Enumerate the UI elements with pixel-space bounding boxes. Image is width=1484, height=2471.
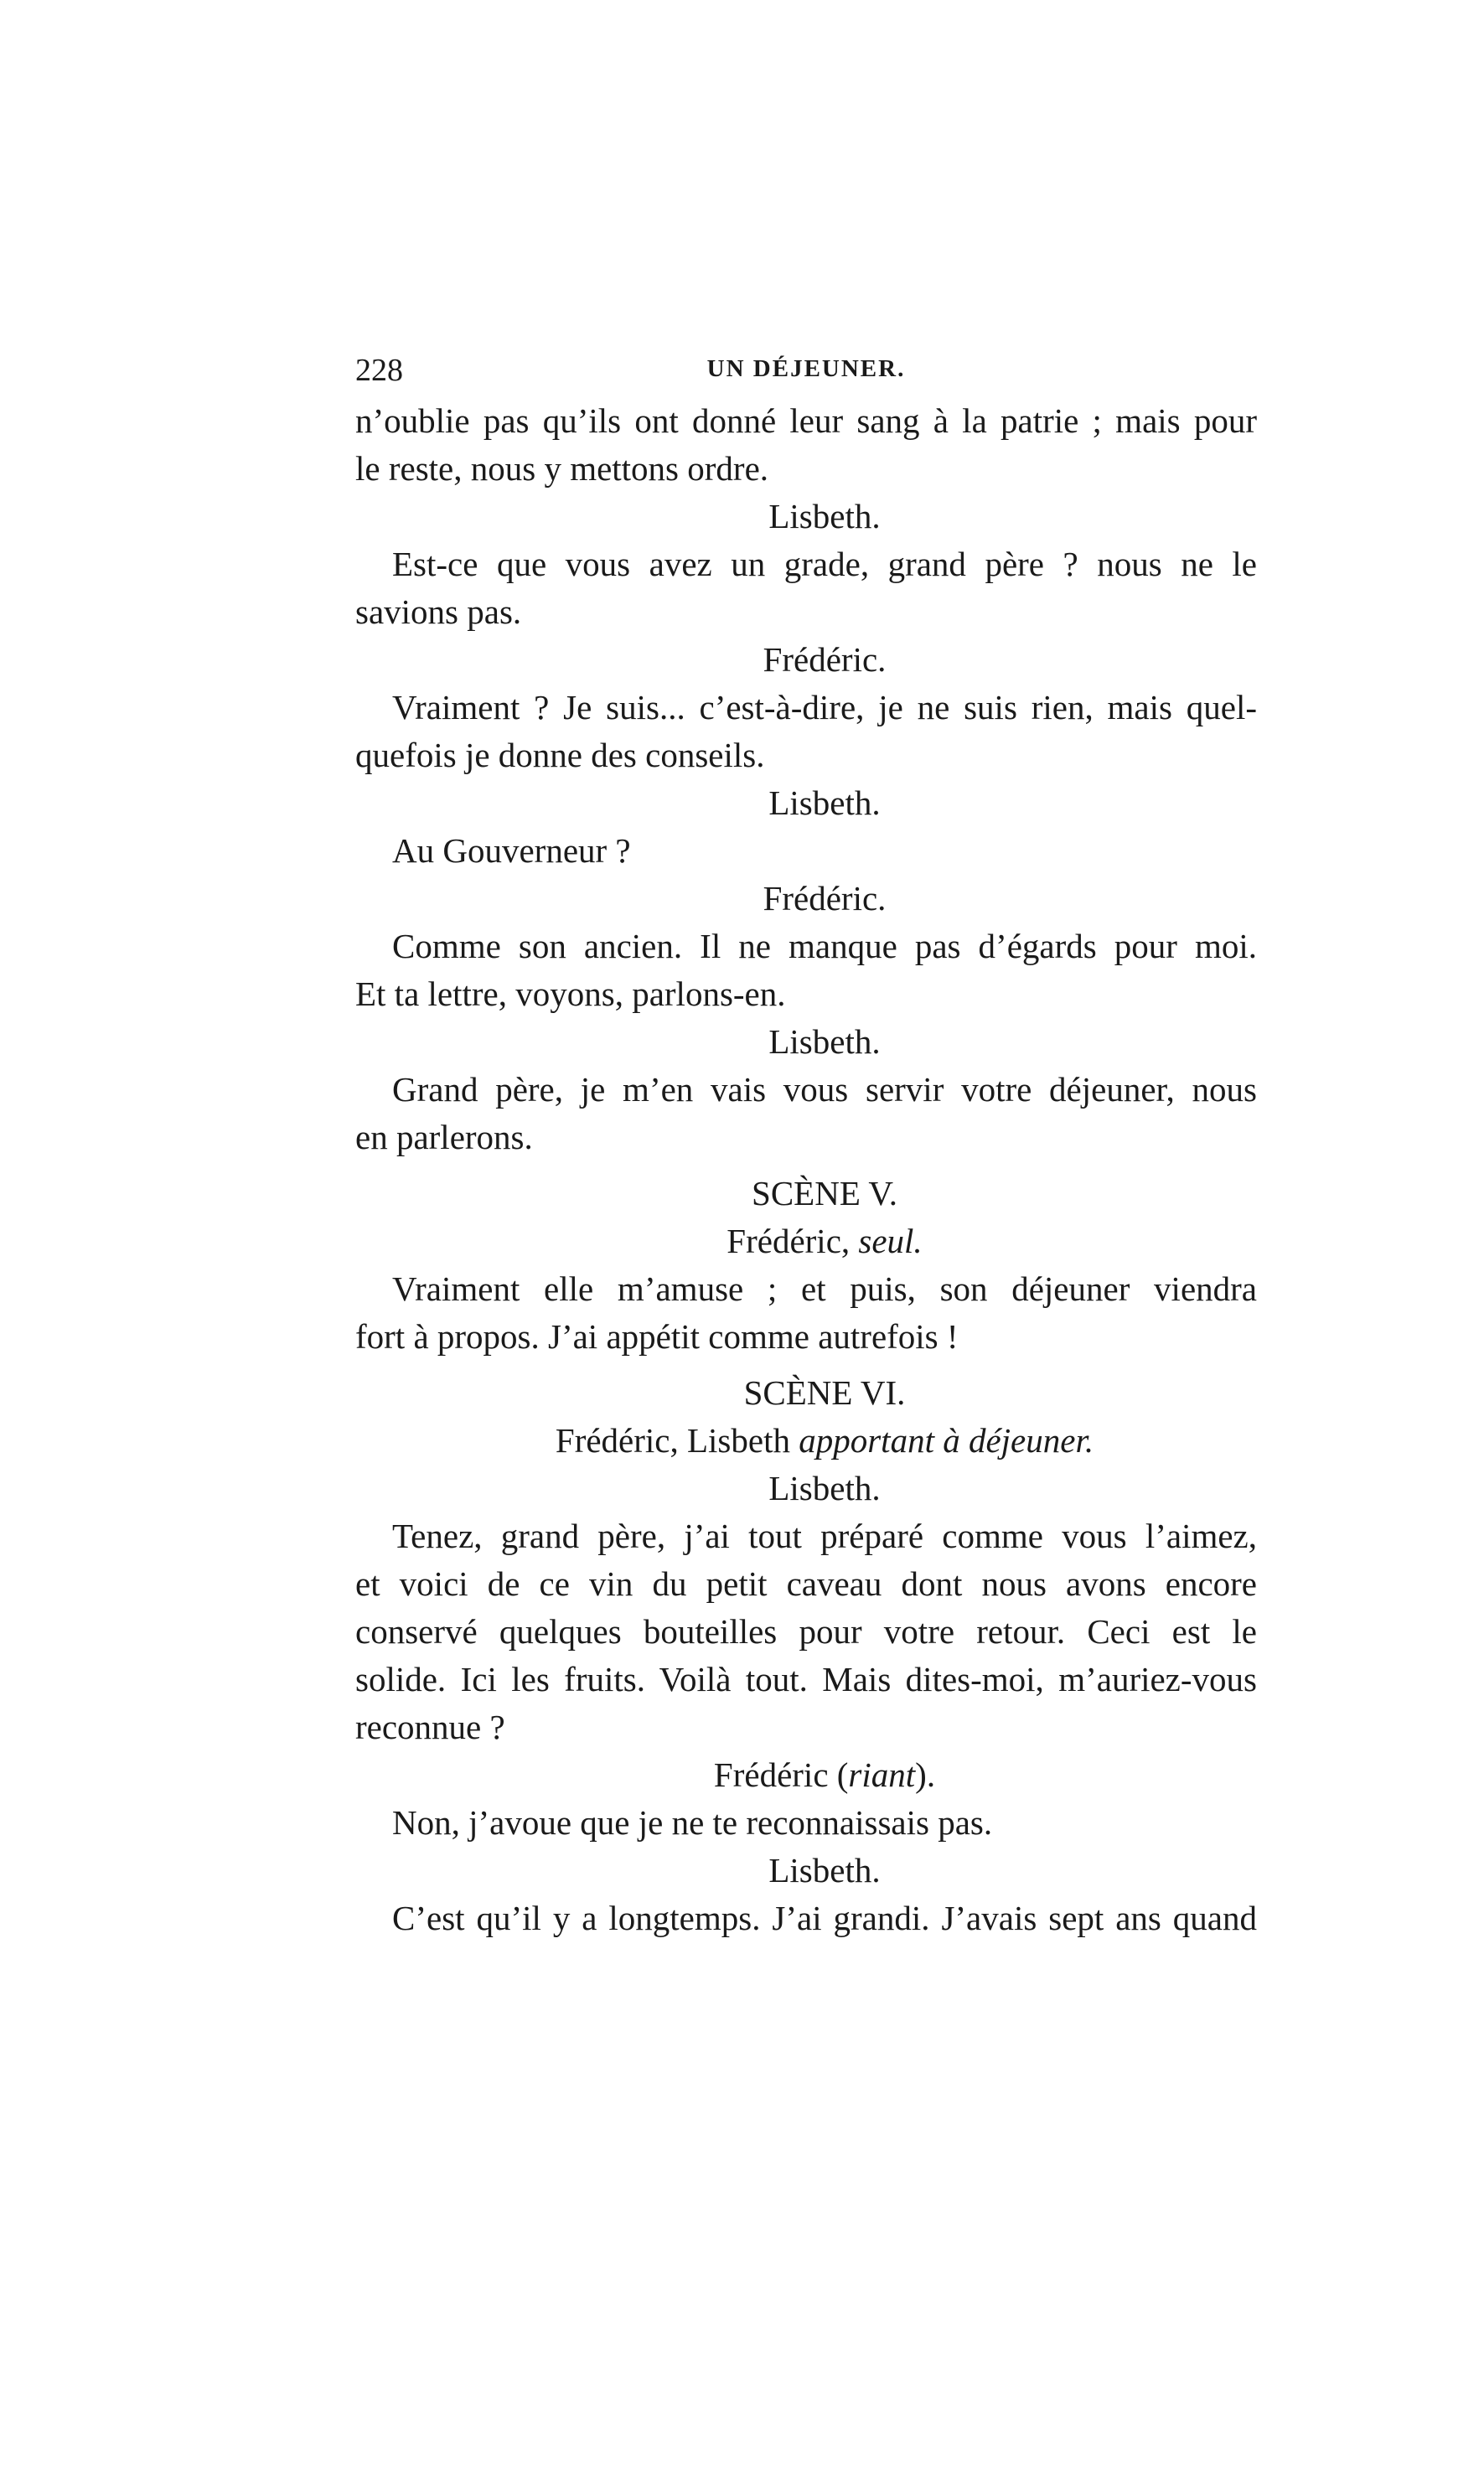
text-line: Tenez, grand père, j’ai tout préparé comme vous l’aimez, [392,1517,1257,1555]
stage-direction: riant [848,1755,916,1794]
speaker-name: Lisbeth. [768,1469,881,1507]
speaker-name: Lisbeth. [768,1851,881,1889]
scene-heading: SCÈNE V. [752,1174,897,1212]
speaker-name: Frédéric. [763,879,887,918]
text-line: Non, j’avoue que je ne te reconnaissais pas. [392,1803,993,1842]
text-line: quefois je donne des conseils. [355,736,765,774]
page-header [355,352,1257,402]
text-line: le reste, nous y mettons ordre. [355,449,769,488]
page-number: 228 [355,353,403,388]
text-line: conservé quelques bouteilles pour votre retour. Ceci est le [355,1612,1257,1651]
scene-characters [355,1217,1257,1265]
text-line: reconnue ? [355,1708,505,1746]
text-line: en parlerons. [355,1118,533,1156]
scene-character-names: Frédéric, Lisbeth [555,1421,790,1460]
text-line: Vraiment elle m’amuse ; et puis, son déjeuner viendra [392,1269,1257,1308]
page-body [355,397,1257,1942]
speaker-name: Frédéric. [763,640,887,679]
scene-heading: SCÈNE VI. [743,1373,906,1412]
text-line: fort à propos. J’ai appétit comme autrefois ! [355,1317,959,1356]
scene-characters [355,1417,1257,1465]
speaker-line: Frédéric (riant). [713,1755,936,1794]
running-title: UN DÉJEUNER. [706,355,906,382]
text-line: Grand père, je m’en vais vous servir votre déjeuner, nous [392,1070,1257,1109]
stage-direction: apportant à déjeuner. [799,1421,1094,1460]
text-line: Comme son ancien. Il ne manque pas d’égards pour moi. [392,927,1257,965]
text-line: n’oublie pas qu’ils ont donné leur sang à la patrie ; mais pour [355,401,1257,440]
speaker-name: Lisbeth. [768,783,881,822]
text-line: C’est qu’il y a longtemps. J’ai grandi. J’avais sept ans quand [392,1899,1257,1937]
text-line: Au Gouverneur ? [392,831,631,870]
stage-direction: seul. [858,1222,923,1260]
speaker-name: Lisbeth. [768,497,881,535]
text-line: Vraiment ? Je suis... c’est-à-dire, je ne suis rien, mais quel- [392,688,1257,726]
text-line: solide. Ici les fruits. Voilà tout. Mais dites-moi, m’auriez-vous [355,1660,1257,1698]
speaker-name: Frédéric [713,1755,829,1794]
text-line: Est-ce que vous avez un grade, grand père ? nous ne le [392,545,1257,583]
text-line: savions pas. [355,592,522,631]
text-line: et voici de ce vin du petit caveau dont nous avons encore [355,1564,1257,1603]
scene-character-names: Frédéric, [726,1222,851,1260]
speaker-name: Lisbeth. [768,1022,881,1061]
text-line: Et ta lettre, voyons, parlons-en. [355,974,786,1013]
